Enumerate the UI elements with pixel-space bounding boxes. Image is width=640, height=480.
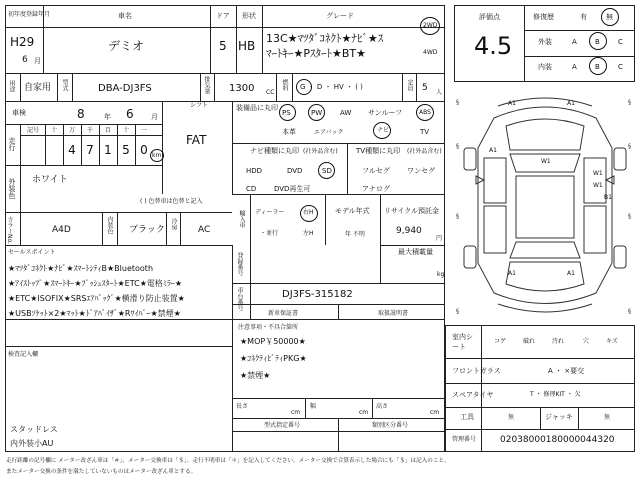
ac-label: 冷房 bbox=[170, 218, 177, 230]
color-note: ( ) 色替車は色替と記入 bbox=[140, 198, 203, 205]
jack-label: ジャッキ bbox=[545, 413, 573, 421]
damage-center: W1 bbox=[541, 158, 551, 165]
equip-sunroof: サンルーフ bbox=[368, 109, 403, 117]
navi-sd: SD bbox=[322, 167, 332, 175]
mileage-digit-4: 1 bbox=[104, 143, 112, 157]
damage-left: A1 bbox=[489, 147, 497, 154]
notes-line-1: ★MOP￥50000★ bbox=[240, 337, 306, 346]
windshield-options: A ・ ×要交 bbox=[548, 367, 585, 375]
seats-label: 定員 bbox=[406, 79, 413, 91]
sheet-opt-1: コゲ bbox=[494, 338, 507, 345]
grade-label: グレード bbox=[326, 12, 354, 20]
svg-text:§: § bbox=[456, 213, 459, 220]
length-unit: cm bbox=[291, 409, 301, 416]
seats-value: 5 bbox=[422, 83, 428, 93]
notes-line-3: ★禁煙★ bbox=[240, 371, 271, 380]
windshield-label: フロントガラス bbox=[452, 367, 501, 375]
warranty-label: 新車保証書 bbox=[268, 310, 299, 317]
rating-score: 4.5 bbox=[474, 32, 513, 60]
interior-rating-label: 内装 bbox=[538, 63, 552, 71]
notes-line-2: ★ｺﾈｸﾃｨﾋﾞﾃｨPKG★ bbox=[240, 354, 307, 363]
mileage-label: 走行 bbox=[8, 137, 16, 151]
svg-text:§: § bbox=[628, 99, 631, 106]
interior-color-label: 内装色 bbox=[106, 216, 113, 234]
model-value: DBA-DJ3FS bbox=[98, 83, 152, 94]
svg-text:§: § bbox=[628, 213, 631, 220]
drive-4wd: 4WD bbox=[423, 49, 438, 56]
repair-label: 修復歴 bbox=[533, 13, 554, 21]
model-year-value: 年 不明 bbox=[345, 231, 365, 238]
sheet-opt-4: 穴 bbox=[583, 338, 590, 345]
car-name: デミオ bbox=[108, 39, 145, 53]
digit-header-4: 百 bbox=[105, 127, 112, 134]
grade-line1: 13C★ﾏﾂﾀﾞｺﾈｸﾄ★ﾅﾋﾞ★ｽ bbox=[266, 32, 384, 45]
width-unit: cm bbox=[359, 409, 369, 416]
body-label: 形状 bbox=[242, 12, 256, 20]
max-load-unit: kg bbox=[437, 271, 445, 278]
car-damage-diagram bbox=[454, 88, 636, 323]
tools-value: 無 bbox=[508, 414, 515, 421]
import-parallel: ・並行 bbox=[260, 230, 279, 237]
tools-label: 工具 bbox=[460, 413, 474, 421]
ac-value: AC bbox=[198, 225, 211, 235]
management-value: 02038000180000044320 bbox=[500, 435, 615, 445]
month-unit: 月 bbox=[34, 57, 41, 65]
first-reg-value: H29 bbox=[10, 35, 35, 49]
color-label: 外装色 bbox=[8, 178, 16, 199]
color-value: ホワイト bbox=[32, 175, 68, 185]
model-year-label: モデル年式 bbox=[335, 207, 370, 215]
notes-label: 注意事項・不具合箇所 bbox=[238, 324, 299, 331]
fuel-label: 燃料 bbox=[281, 79, 288, 91]
equip-abs: ABS bbox=[419, 109, 431, 116]
damage-front-left: A1 bbox=[508, 100, 516, 107]
navi-note: (社外品含む) bbox=[303, 148, 338, 155]
equip-airbag: エアバック bbox=[314, 129, 344, 136]
selling-point-2: ★ｱｲｽﾄｯﾌﾟ★ｽﾏｰﾄｷｰ★ﾌﾟｯｼｭｽﾀｰﾄ★ETC★電格ﾐﾗｰ★ bbox=[8, 279, 183, 288]
navi-dvd: DVD bbox=[287, 167, 303, 175]
exterior-a: A bbox=[572, 38, 577, 46]
navi-hdd: HDD bbox=[246, 167, 263, 175]
inspector-line-1: スタッドレス bbox=[10, 425, 58, 434]
svg-text:§: § bbox=[628, 143, 631, 150]
sheet-label: 室内シート bbox=[452, 333, 473, 351]
month-unit-2: 月 bbox=[151, 113, 158, 121]
sheet-opt-5: キズ bbox=[606, 338, 618, 345]
year-unit: 年 bbox=[104, 113, 111, 121]
recycle-unit: 円 bbox=[436, 235, 443, 242]
selling-point-3: ★ETC★ISOFIX★SRSｴｱﾊﾞｯｸﾞ★横滑り防止装置★ bbox=[8, 294, 185, 303]
spare-options: T ・ 修理KIT ・ 欠 bbox=[530, 391, 581, 398]
cc-unit: CC bbox=[266, 89, 275, 96]
seats-unit: 人 bbox=[436, 89, 443, 96]
digit-header-3: 千 bbox=[87, 127, 94, 134]
inspector-line-2: 内外装小AU bbox=[10, 439, 54, 448]
mileage-reading-label: 記号 bbox=[27, 127, 40, 134]
fuel-options: G ・ D ・ HV ・ ( ) bbox=[300, 83, 363, 91]
doors-label: ドア bbox=[216, 12, 230, 20]
usage-value: 自家用 bbox=[24, 83, 52, 93]
jack-value: 無 bbox=[604, 414, 611, 421]
equip-pw: PW bbox=[311, 109, 323, 117]
interior-b: B bbox=[595, 63, 600, 71]
height-unit: cm bbox=[430, 409, 440, 416]
sheet-opt-3: 汚れ bbox=[552, 338, 565, 345]
navi-dvd-play: DVD再生可 bbox=[274, 185, 311, 193]
selling-points-label: セールスポイント bbox=[8, 249, 56, 256]
interior-color-value: ブラック bbox=[129, 225, 165, 235]
recycle-label: リサイクル預託金 bbox=[384, 207, 440, 215]
exterior-c: C bbox=[618, 38, 623, 46]
body-value: HB bbox=[238, 39, 256, 53]
exterior-label: 外装 bbox=[538, 38, 552, 46]
sheet-opt-2: 破れ bbox=[523, 338, 536, 345]
manual-label: 取扱説明書 bbox=[378, 310, 409, 317]
svg-text:§: § bbox=[456, 308, 459, 315]
chassis-value: DJ3FS-315182 bbox=[282, 289, 353, 300]
inspection-label: 車検 bbox=[12, 109, 26, 117]
tv-oneseg: ワンセグ bbox=[407, 167, 435, 175]
navi-cd: CD bbox=[246, 185, 257, 193]
footer-note-2: またメーター交換の条件を満たしていないものはメーター改ざん車とする。 bbox=[6, 469, 197, 475]
svg-text:§: § bbox=[456, 143, 459, 150]
import-dealer: ディーラー bbox=[255, 209, 285, 216]
interior-c: C bbox=[618, 63, 623, 71]
import-label: 輸入車 bbox=[238, 210, 245, 228]
chassis-label: 車台番号 bbox=[236, 287, 243, 311]
repair-yes: 有 bbox=[580, 13, 587, 21]
inspection-month: 6 bbox=[126, 107, 134, 121]
digit-header-2: 万 bbox=[69, 127, 76, 134]
mileage-digit-6: 0 bbox=[140, 143, 148, 157]
selling-point-4: ★USBｿｹｯﾄ×2★ﾏｯﾄ★ﾄﾞｱﾊﾞｲｻﾞ★Rﾜｲﾊﾟｰ★禁煙★ bbox=[8, 309, 181, 318]
inspection-year: 8 bbox=[77, 107, 85, 121]
digit-header-1: 十 bbox=[51, 127, 58, 134]
equip-tv: TV bbox=[420, 128, 430, 136]
exterior-b: B bbox=[595, 38, 600, 46]
svg-text:§: § bbox=[628, 308, 631, 315]
color-no-value: A4D bbox=[52, 225, 71, 235]
height-label: 高さ bbox=[376, 403, 389, 410]
footer-note-1: 走行距離の記号欄に メーター改ざん車は「＃」、メーター交換車は「＄」、走行不明車は「＊」を記入してください。メーター交換で合算表示した場合にも「＄」は記入のこと。 bbox=[6, 458, 450, 464]
digit-header-5: 十 bbox=[123, 127, 130, 134]
length-label: 長さ bbox=[236, 403, 249, 410]
inspector-label: 検査記入欄 bbox=[8, 351, 39, 358]
steering-right: 右H bbox=[303, 209, 314, 216]
spec-no-label: 型式指定番号 bbox=[264, 422, 301, 429]
shift-label: シフト bbox=[190, 102, 209, 109]
color-no-label: カラーNo. bbox=[6, 216, 13, 244]
selling-point-1: ★ﾏﾂﾀﾞｺﾈｸﾄ★ﾅﾋﾞ★ｽﾏｰﾄｼﾃｨB★Bluetooth bbox=[8, 264, 154, 273]
equip-ps: PS bbox=[282, 109, 291, 117]
spare-label: スペアタイヤ bbox=[452, 391, 494, 399]
equip-leather: 本革 bbox=[282, 128, 296, 136]
model-label: 型式 bbox=[61, 79, 68, 91]
tv-note: (社外品含む) bbox=[407, 148, 442, 155]
unit-km: km bbox=[152, 152, 162, 159]
class-no-label: 類別区分番号 bbox=[372, 422, 409, 429]
plate-label: 登録番号 bbox=[236, 252, 243, 276]
tv-analog: アナログ bbox=[362, 185, 390, 193]
repair-no: 無 bbox=[606, 13, 613, 21]
recycle-value: 9,940 bbox=[396, 226, 422, 236]
displacement-label: 排気量 bbox=[203, 76, 210, 94]
svg-text:§: § bbox=[456, 99, 459, 106]
tv-title: TV種類に丸印 bbox=[356, 147, 401, 155]
first-reg-label: 初年度登録年月 bbox=[8, 11, 51, 18]
mileage-digit-3: 7 bbox=[86, 143, 94, 157]
rating-title: 評価点 bbox=[479, 13, 500, 21]
usage-label: 用途 bbox=[8, 80, 15, 92]
displacement-value: 1300 bbox=[229, 83, 255, 94]
damage-rear-left: A1 bbox=[508, 270, 516, 277]
damage-right-2: W1 bbox=[593, 182, 603, 189]
shift-value: FAT bbox=[186, 133, 207, 147]
max-load-label: 最大積載量 bbox=[398, 248, 433, 256]
damage-right-1: W1 bbox=[593, 170, 603, 177]
grade-line2: ﾏｰﾄｷｰ★Pｽﾀｰﾄ★BT★ bbox=[266, 47, 366, 60]
interior-a: A bbox=[572, 63, 577, 71]
equipment-label: 装備品に丸印 bbox=[236, 104, 278, 112]
mileage-digit-2: 4 bbox=[68, 143, 76, 157]
damage-front-right: A1 bbox=[567, 100, 575, 107]
first-reg-month: 6 bbox=[22, 55, 28, 65]
steering-left: 左H bbox=[303, 230, 314, 237]
equip-navi: ナビ bbox=[377, 127, 390, 134]
damage-right-3: B1 bbox=[604, 194, 612, 201]
name-label: 車名 bbox=[118, 12, 132, 20]
digit-header-6: 一 bbox=[141, 127, 148, 134]
drive-2wd: 2WD bbox=[423, 22, 438, 29]
doors-value: 5 bbox=[219, 39, 227, 53]
tv-fullseg: フルセグ bbox=[362, 167, 390, 175]
management-label: 管理番号 bbox=[452, 436, 477, 443]
navi-title: ナビ種類に丸印 bbox=[250, 147, 299, 155]
width-label: 幅 bbox=[310, 403, 317, 410]
damage-rear-right: A1 bbox=[567, 270, 575, 277]
equip-aw: AW bbox=[340, 109, 352, 117]
mileage-digit-5: 5 bbox=[122, 143, 130, 157]
